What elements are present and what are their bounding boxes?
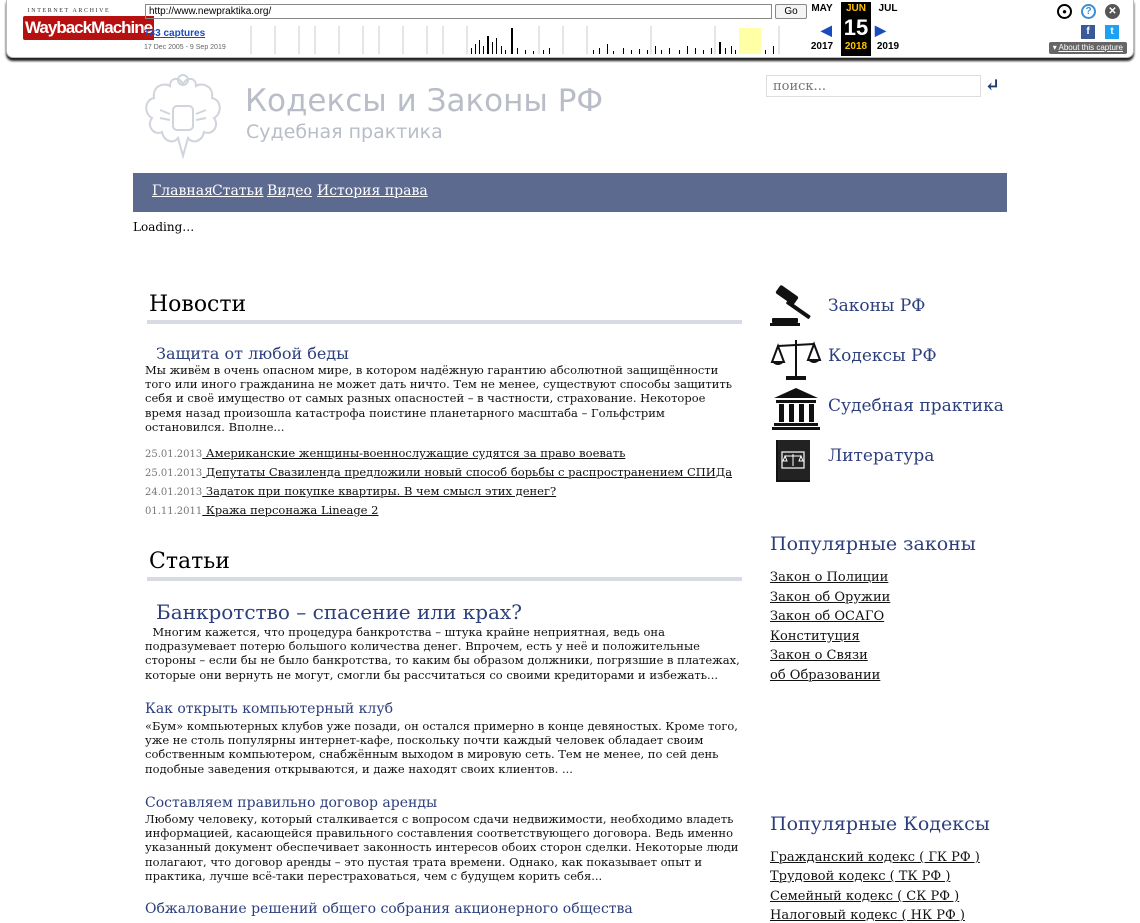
news-featured-title[interactable]: Защита от любой беды (156, 344, 349, 363)
popular-law-link[interactable]: Закон об Оружии (770, 590, 891, 605)
category-literature[interactable] (770, 436, 970, 484)
news-link[interactable]: Депутаты Свазиленда предложили новый способ борьбы с распространением СПИДа (202, 465, 733, 479)
coat-of-arms-icon[interactable] (140, 70, 226, 162)
news-link[interactable]: Американские женщины-военнослужащие судятся за право воевать (202, 446, 626, 460)
list-item (145, 465, 732, 479)
popular-law-link[interactable]: об Образовании (770, 668, 881, 683)
help-icon[interactable]: ? (1081, 4, 1096, 19)
current-month (841, 2, 871, 56)
scales-icon (770, 336, 822, 382)
news-featured-excerpt: Мы живём в очень опасном мире, в котором надёжную гарантию абсолютной защищённости того или иного гражданина не может дать ничто. Тем не менее, существуют способы защитить себя и своё имущество от самых разных опасностей – в частности, страхование. Некоторое время назад произошла катастрофа поистине планетарного масштаба – Гольфстрим остановился. Вполне... (145, 363, 733, 434)
category-literature-label: Литература (828, 446, 935, 466)
wayback-logo-top: INTERNET ARCHIVE (27, 8, 111, 14)
article-link-lease[interactable]: Составляем правильно договор аренды (145, 795, 438, 811)
news-link[interactable]: Кража персонажа Lineage 2 (202, 503, 379, 517)
nav-law-history[interactable]: История права (317, 183, 428, 199)
current-year-label: 2018 (844, 41, 868, 52)
courthouse-icon (770, 386, 822, 430)
news-divider (147, 320, 742, 324)
capture-range: 17 Dec 2005 - 9 Sep 2019 (144, 44, 226, 51)
list-item (145, 503, 378, 517)
wayback-logo[interactable] (23, 8, 153, 44)
site-title[interactable]: Кодексы и Законы РФ (245, 83, 604, 119)
next-month[interactable] (873, 2, 903, 52)
list-item (145, 446, 625, 460)
prev-year-label: 2017 (810, 41, 834, 52)
prev-capture-arrow-icon[interactable]: ◀ (821, 22, 832, 38)
nav-articles[interactable]: Статьи (212, 183, 264, 199)
current-day: 15 (843, 15, 869, 40)
wayback-icons (1051, 4, 1121, 24)
category-laws-label: Законы РФ (828, 296, 926, 316)
next-capture-arrow-icon[interactable]: ▶ (875, 22, 886, 38)
wayback-url-input[interactable]: http://www.newpraktika.org/ (145, 4, 772, 19)
category-court-practice-label: Судебная практика (828, 396, 1004, 416)
popular-laws-heading: Популярные законы (770, 533, 976, 555)
wayback-logo-wordmark: WaybackMachine (23, 16, 154, 40)
popular-law-link[interactable]: Конституция (770, 629, 860, 644)
category-codes[interactable] (770, 336, 970, 380)
category-codes-label: Кодексы РФ (828, 346, 937, 366)
news-date: 01.11.2011 (145, 506, 203, 517)
main-nav (133, 173, 1007, 212)
news-date: 25.01.2013 (145, 449, 203, 460)
capture-sparkline[interactable] (243, 24, 800, 54)
wayback-toolbar (6, 0, 1134, 58)
category-laws[interactable] (770, 286, 970, 330)
article-excerpt: «Бум» компьютерных клубов уже позади, он остался примерно в конце девяностых. Кроме того, уже не столь популярны интернет-кафе, поскольку почти каждый человек обладает своим собственным компьютером, снабжённым выходом в мировую сеть. Тем не менее, по сей день подобные заведения открываются, и даже находят своих клиентов. ... (145, 719, 738, 776)
list-item (145, 484, 556, 498)
popular-codes-heading: Популярные Кодексы (770, 813, 990, 835)
twitter-icon[interactable]: t (1105, 25, 1119, 39)
law-book-icon (770, 436, 822, 484)
articles-divider (147, 577, 742, 581)
popular-law-link[interactable]: Закон о Связи (770, 648, 868, 663)
news-link[interactable]: Задаток при покупке квартиры. В чем смысл этих денег? (202, 484, 557, 498)
next-month-label: JUL (878, 3, 898, 14)
news-date: 25.01.2013 (145, 468, 203, 479)
news-heading: Новости (149, 292, 247, 317)
captures-link[interactable]: 133 captures (144, 28, 206, 39)
popular-code-link[interactable]: Налоговый кодекс ( НК РФ ) (770, 908, 965, 923)
share-icons (1081, 25, 1121, 39)
gavel-icon (770, 286, 822, 328)
articles-heading: Статьи (149, 549, 230, 574)
current-month-label: JUN (845, 3, 866, 14)
about-capture-button[interactable]: ▾ About this capture (1049, 42, 1127, 54)
user-icon[interactable]: ● (1057, 4, 1072, 19)
articles-featured-excerpt: Многим кажется, что процедура банкротства – штука крайне неприятная, ведь она подразумевает потерю большого количества денег. Впрочем, есть у неё и положительные стороны – если бы не было банкротства, то каким бы образом должники, погрязшие в платежах, которые они вернуть не могут, смогли бы рассчитаться со своими кредиторами и избежать... (145, 625, 744, 682)
nav-home[interactable]: Главная (152, 183, 213, 199)
article-link-computer-club[interactable]: Как открыть компьютерный клуб (145, 701, 393, 717)
nav-video[interactable]: Видео (267, 183, 312, 199)
next-year-label: 2019 (876, 41, 900, 52)
article-link-shareholders[interactable]: Обжалование решений общего собрания акционерного общества (145, 901, 633, 917)
site-subtitle: Судебная практика (246, 121, 443, 143)
articles-featured-title[interactable]: Банкротство – спасение или крах? (156, 600, 522, 624)
facebook-icon[interactable]: f (1081, 25, 1095, 39)
calendar-nav (807, 2, 907, 56)
popular-code-link[interactable]: Семейный кодекс ( СК РФ ) (770, 889, 960, 904)
popular-code-link[interactable]: Трудовой кодекс ( ТК РФ ) (770, 869, 951, 884)
about-capture-label: About this capture (1058, 43, 1123, 52)
wayback-go-button[interactable]: Go (775, 4, 807, 19)
close-icon[interactable]: ✕ (1105, 4, 1120, 19)
prev-month[interactable] (807, 2, 837, 52)
popular-law-link[interactable]: Закон об ОСАГО (770, 609, 885, 624)
popular-code-link[interactable]: Гражданский кодекс ( ГК РФ ) (770, 850, 980, 865)
category-court-practice[interactable] (770, 386, 1004, 430)
popular-law-link[interactable]: Закон о Полиции (770, 570, 889, 585)
prev-month-label: MAY (811, 3, 833, 14)
loading-text: Loading… (133, 220, 195, 234)
search-enter-icon[interactable]: ↵ (985, 75, 1001, 96)
news-date: 24.01.2013 (145, 487, 203, 498)
article-excerpt: Любому человеку, который сталкивается с вопросом сдачи недвижимости, необходимо владеть информацией, касающейся правильного составления соответствующего договора. Ведь именно указанный документ обеспечивает законность интересов обоих сторон сделки. Некоторые люди полагают, что договор аренды – это пустая трата времени. Однако, как показывает опыт и практика, лучше всё-таки перестраховаться, чем с будущем корить себя... (145, 812, 739, 883)
search-input[interactable] (766, 75, 981, 97)
